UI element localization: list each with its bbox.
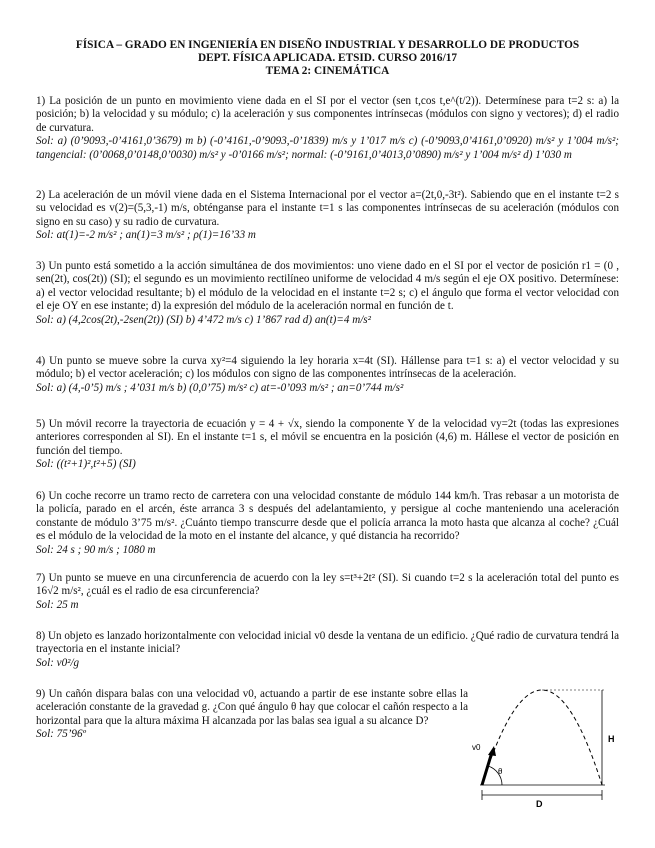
label-theta: θ	[498, 767, 503, 776]
problem-7	[36, 572, 619, 612]
problem-5	[36, 418, 619, 472]
problem-4-text: 4) Un punto se mueve sobre la curva xy²=4 siguiendo la ley horaria x=4t (SI). Hállense para t=1 s: a) el vector velocidad y su módulo; b) el vector aceleración; c) los módulos con signo de las componentes intrínsecas de la aceleración.	[36, 355, 619, 381]
problem-6-text: 6) Un coche recorre un tramo recto de carretera con una velocidad constante de módulo 144 km/h. Tras rebasar a un motorista de la policía, parado en el arcén, éste arranca 3 s después del adelantamiento, y persigue al coche manteniendo una aceleración constante de módulo 3’75 m/s². ¿Cuánto tiempo transcurre desde que el policía arranca la moto hasta que alcanza al coche? ¿Cuál es el módulo de la velocidad de la moto en el instante del alcance, y qué distancia ha recorrido?	[36, 490, 619, 543]
problem-2-text: 2) La aceleración de un móvil viene dada en el Sistema Internacional por el vector a=(2t,0,-3t²). Sabiendo que en el instante t=2 s su velocidad es v(2)=(5,3,-1) m/s, obténganse para el instante t=1 s las componentes intrínsecas de su aceleración (módulos con signo en su caso) y su radio de curvatura.	[36, 189, 619, 228]
velocity-arrow-head	[488, 746, 496, 756]
problem-8-text: 8) Un objeto es lanzado horizontalmente con velocidad inicial v0 desde la ventana de un edificio. ¿Qué radio de curvatura tendrá la trayectoria en el instante inicial?	[36, 630, 619, 656]
problem-5-solution: Sol: ((t²+1)²,t²+5) (SI)	[36, 458, 136, 471]
problem-3	[36, 260, 619, 327]
problem-6-solution: Sol: 24 s ; 90 m/s ; 1080 m	[36, 543, 156, 556]
problem-2-solution: Sol: at(1)=-2 m/s² ; an(1)=3 m/s² ; ρ(1)=16’33 m	[36, 229, 256, 242]
problem-8-solution: Sol: v0²/g	[36, 656, 80, 669]
problem-5-text: 5) Un móvil recorre la trayectoria de ecuación y = 4 + √x, siendo la componente Y de la velocidad vy=2t (todas las expresiones anteriores corresponden al SI). En el instante t=1 s, el móvil se encuentra en la posición (4,6) m. Hállese el vector de posición en función del tiempo.	[36, 418, 619, 457]
problem-9-text: 9) Un cañón dispara balas con una velocidad v0, actuando a partir de ese instante sobre ellas la aceleración constante de la gravedad g. ¿Con qué ángulo θ hay que colocar el cañón respecto a la horizontal para que la altura máxima H alcanzada por las balas sea igual a su alcance D?	[36, 688, 468, 727]
projectile-figure	[470, 670, 620, 810]
label-v0: v0	[472, 743, 481, 752]
problem-3-text: 3) Un punto está sometido a la acción simultánea de dos movimientos: uno viene dado en el SI por el vector de posición r1 = (0 , sen(2t), cos(2t)) (SI); el segundo es un movimiento rectilíneo uniforme de velocidad 4 m/s según el eje OX positivo. Determínese: a) el vector velocidad resultante; b) el módulo de la velocidad en el instante t=2 s; c) el ángulo que forma el vector velocidad con el eje OY en ese instante; d) la expresión del módulo de la aceleración normal en función de t.	[36, 260, 619, 313]
problem-9	[36, 688, 468, 742]
problem-7-solution: Sol: 25 m	[36, 598, 79, 611]
problem-9-solution: Sol: 75’96º	[36, 728, 86, 741]
problem-2	[36, 189, 619, 243]
problem-8	[36, 630, 619, 670]
problem-1	[36, 95, 619, 162]
problem-1-solution: Sol: a) (0’9093,-0’4161,0’3679) m b) (-0’4161,-0’9093,-0’1839) m/s y 1’017 m/s c) (-0’9093,0’4161,0’0920) m/s² y 1’004 m/s²; tangencial: (0’0068,0’0148,0’0030) m/s² y -0’0166 m/s²; normal: (-0’9161,0’4013,0’0890) m/s² y 1’004 m/s² d) 1’030 m	[36, 135, 619, 161]
problem-4	[36, 355, 619, 395]
label-H: H	[608, 734, 615, 744]
header-line-3: TEMA 2: CINEMÁTICA	[265, 65, 390, 77]
header-line-1: FÍSICA – GRADO EN INGENIERÍA EN DISEÑO INDUSTRIAL Y DESARROLLO DE PRODUCTOS	[75, 39, 580, 51]
header-line-2: DEPT. FÍSICA APLICADA. ETSID. CURSO 2016/17	[197, 52, 458, 64]
problem-6	[36, 490, 619, 557]
problem-1-text: 1) La posición de un punto en movimiento viene dada en el SI por el vector (sen t,cos t,e^(t/2)). Determínese para t=2 s: a) la posición; b) la velocidad y su módulo; c) la aceleración y sus componentes intrínsecas (módulos con signo y vectores); d) el radio de curvatura.	[36, 95, 619, 134]
label-D: D	[536, 799, 543, 809]
velocity-arrow	[482, 752, 492, 785]
problem-3-solution: Sol: a) (4,2cos(2t),-2sen(2t)) (SI) b) 4’472 m/s c) 1’867 rad d) an(t)=4 m/s²	[36, 313, 371, 326]
problem-4-solution: Sol: a) (4,-0’5) m/s ; 4’031 m/s b) (0,0’75) m/s² c) at=-0’093 m/s² ; an=0’744 m/s²	[36, 381, 404, 394]
problem-7-text: 7) Un punto se mueve en una circunferencia de acuerdo con la ley s=t³+2t² (SI). Si cuando t=2 s la aceleración total del punto es 16√2 m/s², ¿cuál es el radio de esa circunferencia?	[36, 572, 619, 598]
